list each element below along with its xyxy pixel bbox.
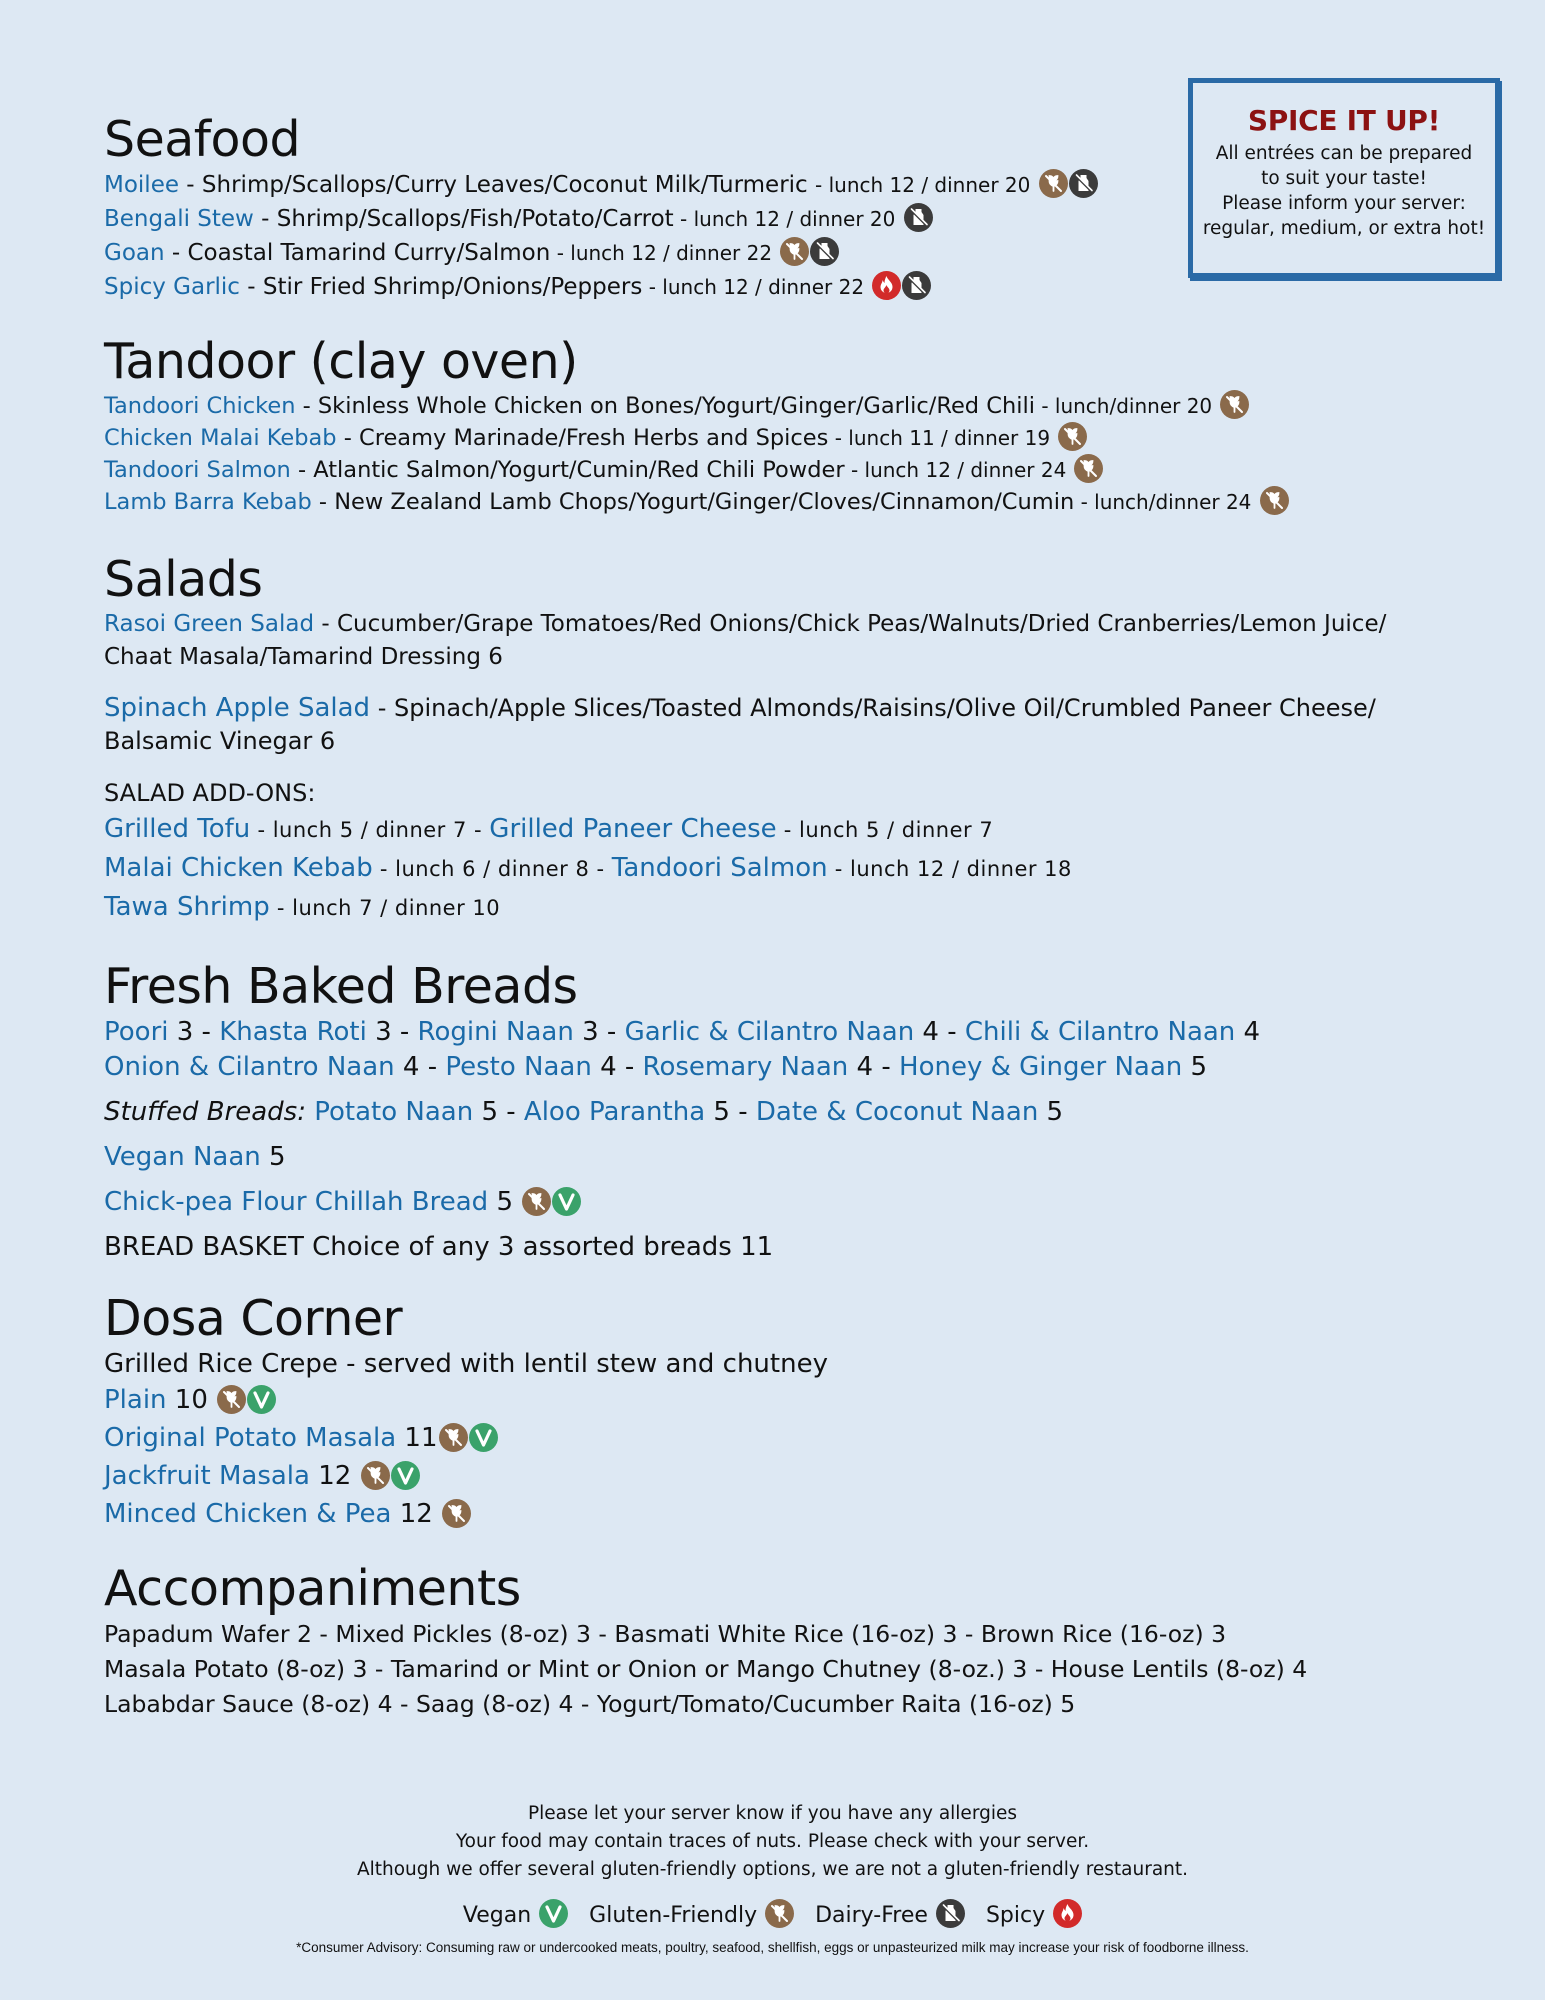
dish-name: Date & Coconut Naan	[755, 1097, 1039, 1127]
addon-name: Grilled Paneer Cheese	[489, 814, 777, 844]
dish-price: 3 -	[168, 1017, 220, 1047]
addon-name: Tawa Shrimp	[104, 892, 270, 922]
gluten-friendly-icon	[1260, 486, 1289, 515]
dish-price: 4 -	[914, 1017, 965, 1047]
addon-price: - lunch 6 / dinner 8	[372, 857, 590, 881]
menu-item	[104, 270, 1444, 304]
bread-row	[104, 1015, 1444, 1050]
accompaniments-section	[104, 1561, 1444, 1722]
dish-price: - lunch 12 / dinner 20	[815, 173, 1031, 197]
addon-row	[104, 849, 1444, 888]
dish-name: Chicken Malai Kebab	[104, 425, 337, 451]
dish-price: - lunch/dinner 20	[1034, 394, 1213, 418]
addon-row	[104, 810, 1444, 849]
salads-section	[104, 552, 1444, 927]
dish-price: 11	[396, 1423, 438, 1453]
footer-line: Please let your server know if you have any allergies	[527, 1803, 1017, 1824]
dish-price: 5	[260, 1142, 286, 1172]
dish-price: 5	[488, 1187, 522, 1217]
bread-row	[104, 1050, 1444, 1085]
dish-desc: - Skinless Whole Chicken on Bones/Yogurt/Ginger/Garlic/Red Chili	[295, 393, 1035, 419]
addon-price: - lunch 12 / dinner 18	[827, 857, 1072, 881]
addon-name: Malai Chicken Kebab	[104, 853, 373, 883]
addon-price: - lunch 5 / dinner 7	[776, 818, 994, 842]
dish-name: Moilee	[104, 172, 179, 198]
addon-price: - lunch 7 / dinner 10	[269, 896, 501, 920]
spice-line: Please inform your server:	[1222, 193, 1466, 214]
dish-name: Rasoi Green Salad	[104, 611, 315, 637]
dish-price: - lunch 12 / dinner 22	[550, 241, 773, 265]
dish-name: Potato Naan	[314, 1097, 474, 1127]
menu-item	[104, 202, 1444, 236]
dish-name: Spinach Apple Salad	[104, 693, 371, 723]
dish-price: 10	[166, 1385, 208, 1415]
salad-addons-title: SALAD ADD-ONS:	[104, 779, 316, 807]
dairy-free-icon	[936, 1899, 965, 1928]
dairy-free-icon	[902, 271, 931, 300]
menu-item	[104, 168, 1444, 202]
dish-name: Minced Chicken & Pea	[104, 1499, 392, 1529]
dish-price: 4 -	[848, 1052, 900, 1082]
section-title-salads: Salads	[104, 551, 263, 608]
menu-item	[104, 1419, 1444, 1457]
dish-name: Jackfruit Masala	[104, 1461, 310, 1491]
dish-price: 4	[1235, 1017, 1261, 1047]
section-title-seafood: Seafood	[104, 111, 301, 168]
dish-price: 4 -	[394, 1052, 446, 1082]
accompaniment-line: Masala Potato (8-oz) 3 - Tamarind or Mint or Onion or Mango Chutney (8-oz.) 3 - House Lentils (8-oz) 4	[104, 1655, 1308, 1683]
dish-name: Tandoori Chicken	[104, 393, 296, 419]
allergy-notice	[0, 1800, 1545, 1884]
spice-box-title: SPICE IT UP!	[1247, 104, 1441, 137]
dish-name: Honey & Ginger Naan	[899, 1052, 1183, 1082]
gluten-friendly-icon	[522, 1187, 551, 1216]
stuffed-breads-label: Stuffed Breads:	[104, 1097, 315, 1127]
dish-name: Aloo Parantha	[523, 1097, 706, 1127]
vegan-icon	[469, 1423, 498, 1452]
gluten-friendly-icon	[361, 1461, 390, 1490]
menu-item	[104, 1457, 1444, 1495]
icon-legend	[0, 1899, 1545, 1933]
dish-name: Plain	[104, 1385, 167, 1415]
dosa-subtitle: Grilled Rice Crepe - served with lentil stew and chutney	[104, 1349, 828, 1379]
gluten-friendly-icon	[765, 1899, 794, 1928]
gluten-friendly-icon	[442, 1499, 471, 1528]
gluten-friendly-icon	[217, 1385, 246, 1414]
menu-item	[104, 1382, 1444, 1419]
section-title-breads: Fresh Baked Breads	[104, 958, 578, 1015]
dish-price: 3 -	[366, 1017, 418, 1047]
vegan-icon	[247, 1385, 276, 1414]
vegan-icon	[539, 1899, 568, 1928]
dish-price: - lunch 12 / dinner 24	[844, 458, 1067, 482]
menu-item	[104, 692, 1444, 758]
separator: -	[466, 818, 490, 842]
menu-item	[104, 486, 1444, 518]
accompaniment-line: Papadum Wafer 2 - Mixed Pickles (8-oz) 3 - Basmati White Rice (16-oz) 3 - Brown Rice (16-oz) 3	[104, 1620, 1227, 1648]
legend-vegan-label: Vegan	[462, 1903, 532, 1928]
tandoor-section	[104, 334, 1444, 518]
menu-item	[104, 1140, 1444, 1175]
spice-line: All entrées can be prepared	[1215, 143, 1473, 164]
dish-name: Spicy Garlic	[104, 274, 240, 300]
dish-price: - lunch 11 / dinner 19	[828, 426, 1051, 450]
dish-name: Chili & Cilantro Naan	[964, 1017, 1236, 1047]
legend-gluten-label: Gluten-Friendly	[589, 1903, 758, 1928]
separator: -	[589, 857, 612, 881]
footer-line: Although we offer several gluten-friendly options, we are not a gluten-friendly restaurant.	[356, 1859, 1189, 1880]
stuffed-breads-list	[314, 1097, 1063, 1127]
dish-name: Vegan Naan	[104, 1142, 261, 1172]
gluten-friendly-icon	[439, 1423, 468, 1452]
dish-name: Onion & Cilantro Naan	[104, 1052, 395, 1082]
vegan-icon	[552, 1187, 581, 1216]
vegan-icon	[391, 1461, 420, 1490]
bread-basket: BREAD BASKET Choice of any 3 assorted breads 11	[104, 1232, 774, 1262]
dish-desc: - Creamy Marinade/Fresh Herbs and Spices	[336, 425, 829, 451]
dish-name: Lamb Barra Kebab	[104, 489, 312, 515]
consumer-advisory: *Consumer Advisory: Consuming raw or undercooked meats, poultry, seafood, shellfish, eggs or unpasteurized milk may increase your risk of foodborne illness.	[296, 1940, 1249, 1955]
gluten-friendly-icon	[1220, 390, 1249, 419]
section-title-accompaniments: Accompaniments	[104, 1560, 521, 1617]
menu-item	[104, 236, 1444, 270]
menu-page	[104, 112, 1444, 1722]
dish-price: 5 -	[473, 1097, 524, 1127]
dish-price: 5	[1182, 1052, 1208, 1082]
dish-desc: - Spinach/Apple Slices/Toasted Almonds/Raisins/Olive Oil/Crumbled Paneer Cheese/ Balsamic Vinegar 6	[104, 694, 1376, 755]
dish-price: - lunch/dinner 24	[1074, 490, 1252, 514]
dish-name: Garlic & Cilantro Naan	[624, 1017, 915, 1047]
dish-desc: - Cucumber/Grape Tomatoes/Red Onions/Chick Peas/Walnuts/Dried Cranberries/Lemon Juice/ Chaat Masala/Tamarind Dressing 6	[104, 611, 1387, 670]
dairy-free-icon	[810, 237, 839, 266]
section-title-tandoor: Tandoor (clay oven)	[104, 333, 578, 390]
dish-desc: - Coastal Tamarind Curry/Salmon	[164, 240, 551, 266]
menu-item	[104, 1185, 1444, 1220]
dish-desc: - Shrimp/Scallops/Curry Leaves/Coconut Milk/Turmeric	[179, 172, 816, 198]
dish-desc: - Shrimp/Scallops/Fish/Potato/Carrot	[253, 206, 674, 232]
dish-desc: - Stir Fried Shrimp/Onions/Peppers	[239, 274, 643, 300]
dish-price: 12	[391, 1499, 433, 1529]
dish-price: - lunch 12 / dinner 20	[673, 207, 896, 231]
dish-name: Bengali Stew	[104, 206, 254, 232]
gluten-friendly-icon	[1074, 454, 1103, 483]
addon-name: Grilled Tofu	[104, 814, 251, 844]
dish-desc: - New Zealand Lamb Chops/Yogurt/Ginger/Cloves/Cinnamon/Cumin	[311, 489, 1075, 515]
seafood-section	[104, 112, 1444, 304]
dish-price: 5 -	[705, 1097, 756, 1127]
dish-name: Pesto Naan	[445, 1052, 592, 1082]
menu-item	[104, 422, 1444, 454]
dish-name: Chick-pea Flour Chillah Bread	[104, 1187, 489, 1217]
menu-item	[104, 390, 1444, 422]
menu-item	[104, 1495, 1444, 1533]
footer-line: Your food may contain traces of nuts. Please check with your server.	[455, 1831, 1090, 1852]
stuffed-breads-row	[104, 1095, 1444, 1130]
dairy-free-icon	[904, 203, 933, 232]
spicy-icon	[872, 271, 901, 300]
dish-price: 5	[1038, 1097, 1064, 1127]
dish-desc: - Atlantic Salmon/Yogurt/Cumin/Red Chili Powder	[290, 457, 845, 483]
accompaniment-line: Lababdar Sauce (8-oz) 4 - Saag (8-oz) 4 - Yogurt/Tomato/Cucumber Raita (16-oz) 5	[104, 1690, 1076, 1718]
menu-item	[104, 608, 1444, 674]
dairy-free-icon	[1069, 169, 1098, 198]
spicy-icon	[1053, 1899, 1082, 1928]
dish-name: Goan	[104, 240, 165, 266]
spice-line: regular, medium, or extra hot!	[1202, 218, 1486, 239]
spice-line: to suit your taste!	[1261, 168, 1427, 189]
dish-price: 4 -	[591, 1052, 643, 1082]
dish-name: Tandoori Salmon	[104, 457, 291, 483]
legend-spicy-label: Spicy	[985, 1903, 1046, 1928]
menu-item	[104, 454, 1444, 486]
gluten-friendly-icon	[1058, 422, 1087, 451]
dosa-section	[104, 1291, 1444, 1533]
section-title-dosa: Dosa Corner	[104, 1290, 403, 1347]
dish-price: 12	[309, 1461, 352, 1491]
dish-name: Khasta Roti	[219, 1017, 367, 1047]
addon-price: - lunch 5 / dinner 7	[250, 818, 467, 842]
gluten-friendly-icon	[1039, 169, 1068, 198]
dish-price: - lunch 12 / dinner 22	[642, 275, 865, 299]
dish-name: Original Potato Masala	[104, 1423, 397, 1453]
legend-dairy-label: Dairy-Free	[815, 1903, 928, 1928]
addon-name: Tandoori Salmon	[611, 853, 828, 883]
breads-section	[104, 959, 1444, 1265]
addon-row	[104, 888, 1444, 927]
dish-name: Rosemary Naan	[642, 1052, 849, 1082]
gluten-friendly-icon	[780, 237, 809, 266]
dish-name: Rogini Naan	[417, 1017, 574, 1047]
dish-name: Poori	[104, 1017, 169, 1047]
dish-price: 3 -	[573, 1017, 625, 1047]
